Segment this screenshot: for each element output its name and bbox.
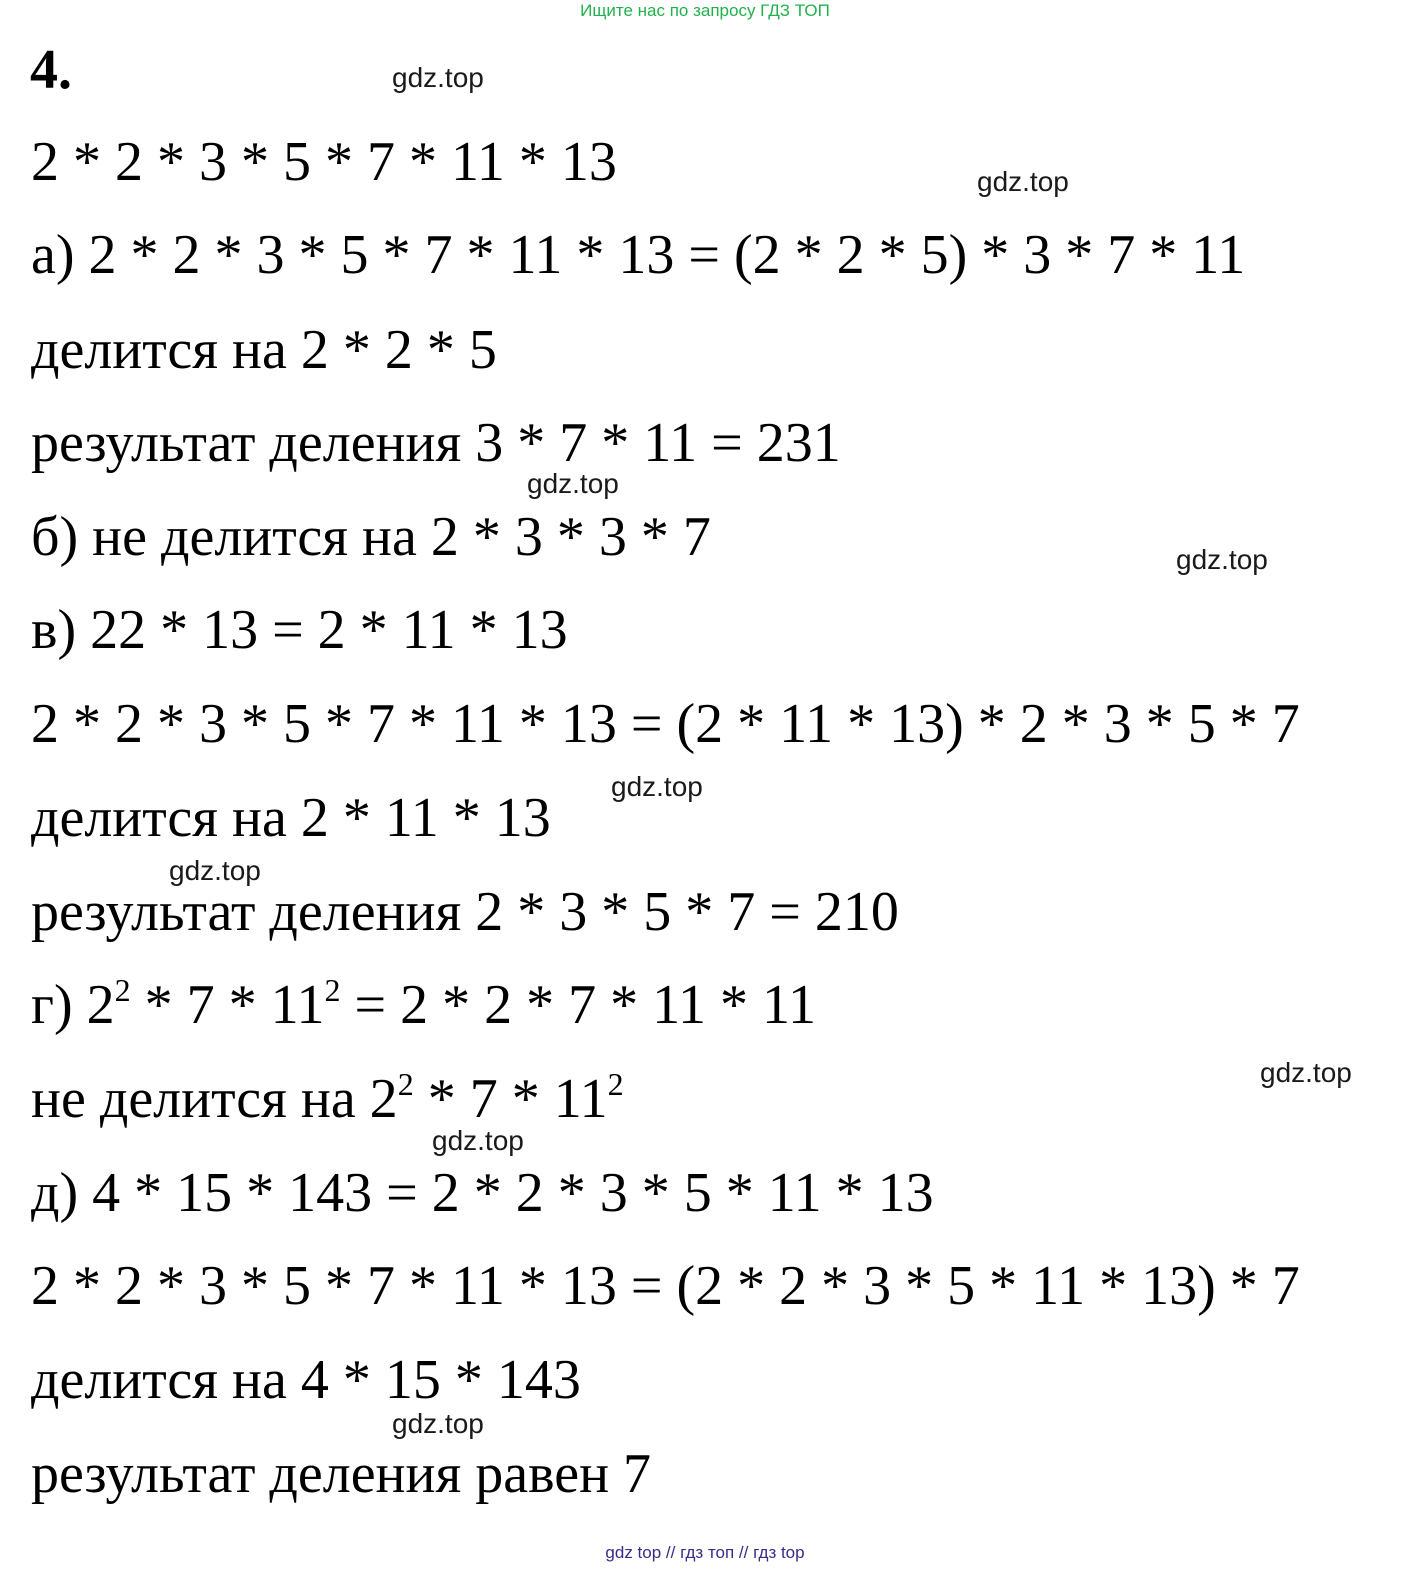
watermark: gdz.top — [977, 166, 1069, 197]
text-part: * 7 * 11 — [130, 974, 325, 1036]
solution-line: 2 * 2 * 3 * 5 * 7 * 11 * 13 = (2 * 2 * 3 * 5 * 11 * 13) * 7 — [31, 1255, 1300, 1317]
watermark: gdz.top — [392, 1408, 484, 1439]
text-part: г) 2 — [31, 974, 115, 1036]
solution-line: а) 2 * 2 * 3 * 5 * 7 * 11 * 13 = (2 * 2 * 5) * 3 * 7 * 11 — [31, 224, 1246, 286]
exponent: 2 — [397, 1066, 414, 1102]
solution-line: результат деления 3 * 7 * 11 = 231 — [31, 412, 841, 474]
solution-line: результат деления 2 * 3 * 5 * 7 = 210 — [31, 881, 899, 943]
text-part: = 2 * 2 * 7 * 11 * 11 — [340, 974, 816, 1036]
footer-watermark: gdz top // гдз топ // гдз top — [605, 1543, 805, 1562]
solution-line: результат деления равен 7 — [31, 1443, 652, 1505]
solution-line: 2 * 2 * 3 * 5 * 7 * 11 * 13 — [31, 131, 617, 193]
solution-line: делится на 2 * 2 * 5 — [31, 319, 497, 381]
solution-line: делится на 4 * 15 * 143 — [31, 1349, 581, 1411]
solution-line-g2 — [31, 1067, 624, 1131]
text-part: не делится на 2 — [31, 1068, 398, 1130]
solution-line: б) не делится на 2 * 3 * 3 * 7 — [31, 506, 711, 568]
watermark: gdz.top — [392, 62, 484, 93]
solution-line: делится на 2 * 11 * 13 — [31, 787, 551, 849]
watermark: gdz.top — [1260, 1057, 1352, 1088]
exponent: 2 — [324, 972, 341, 1008]
exponent: 2 — [114, 972, 131, 1008]
solution-line-g — [31, 973, 816, 1037]
task-number: 4. — [30, 39, 72, 101]
solution-line: д) 4 * 15 * 143 = 2 * 2 * 3 * 5 * 11 * 13 — [31, 1162, 934, 1224]
watermark: gdz.top — [611, 771, 703, 802]
solution-line: 2 * 2 * 3 * 5 * 7 * 11 * 13 = (2 * 11 * 13) * 2 * 3 * 5 * 7 — [31, 693, 1300, 755]
watermark: gdz.top — [169, 855, 261, 886]
solution-line: в) 22 * 13 = 2 * 11 * 13 — [31, 599, 568, 661]
watermark: gdz.top — [432, 1125, 524, 1156]
text-part: * 7 * 11 — [413, 1068, 608, 1130]
top-banner: Ищите нас по запросу ГДЗ ТОП — [580, 1, 830, 20]
watermark: gdz.top — [527, 468, 619, 499]
exponent: 2 — [607, 1066, 624, 1102]
watermark: gdz.top — [1176, 544, 1268, 575]
